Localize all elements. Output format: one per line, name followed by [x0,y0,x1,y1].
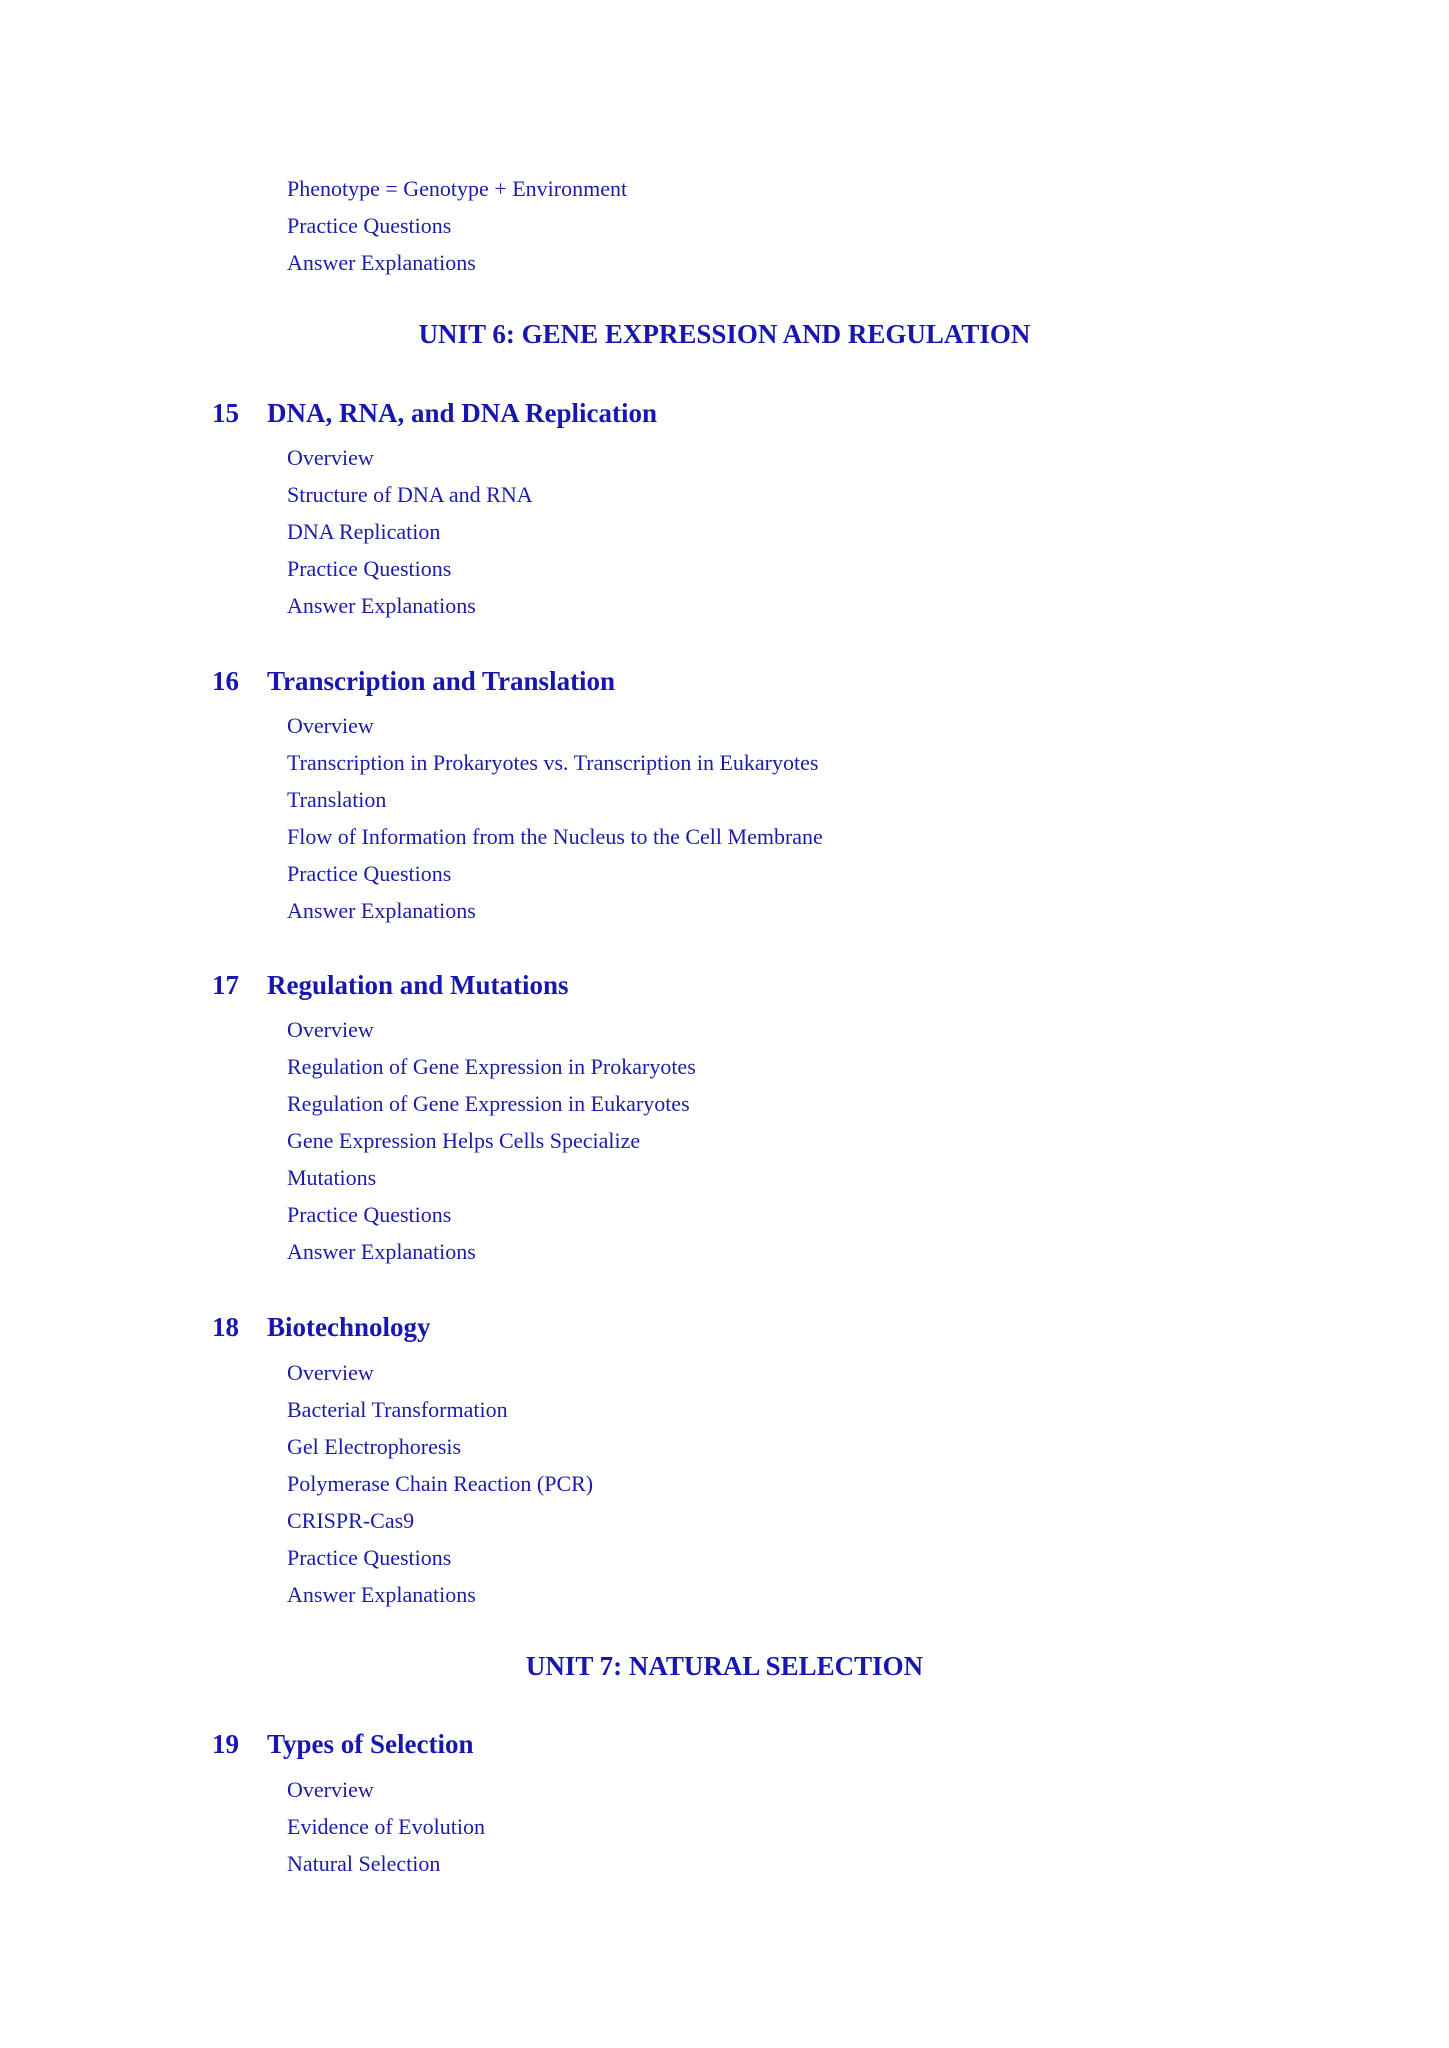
chapter-number: 15 [212,398,239,428]
chapter-number: 18 [212,1312,239,1342]
toc-entry[interactable]: Natural Selection [287,1851,441,1876]
chapter-title: Types of Selection [267,1729,474,1759]
toc-entry[interactable]: Overview [287,713,374,738]
chapter-number: 16 [212,666,239,696]
chapter-heading[interactable] [0,1726,1449,1762]
toc-entry[interactable]: Answer Explanations [287,593,476,618]
chapter-heading[interactable] [0,395,1449,431]
toc-entry[interactable]: Overview [287,445,374,470]
toc-entry[interactable]: Regulation of Gene Expression in Eukaryotes [287,1091,690,1116]
toc-entry[interactable]: Gel Electrophoresis [287,1434,462,1459]
toc-entry[interactable]: Flow of Information from the Nucleus to the Cell Membrane [287,824,823,849]
chapter-title: Transcription and Translation [267,666,616,696]
toc-entry[interactable]: Answer Explanations [287,898,476,923]
toc-entry[interactable]: Evidence of Evolution [287,1814,485,1839]
toc-entry[interactable]: Overview [287,1017,374,1042]
toc-entry[interactable]: Translation [287,787,387,812]
unit-heading: UNIT 7: NATURAL SELECTION [525,1651,924,1681]
chapter-title: Regulation and Mutations [267,970,569,1000]
chapter-heading[interactable] [0,1309,1449,1345]
toc-entry[interactable]: Phenotype = Genotype + Environment [287,176,628,201]
chapter-heading[interactable] [0,967,1449,1003]
toc-entry[interactable]: Practice Questions [287,1202,452,1227]
toc-entry[interactable]: Answer Explanations [287,1239,476,1264]
chapter-number: 19 [212,1729,239,1759]
toc-entry[interactable]: Practice Questions [287,1545,452,1570]
toc-entry[interactable]: CRISPR-Cas9 [287,1508,415,1533]
chapter-heading[interactable] [0,663,1449,699]
toc-entry[interactable]: Practice Questions [287,861,452,886]
toc-entry[interactable]: Gene Expression Helps Cells Specialize [287,1128,641,1153]
toc-entry[interactable]: Overview [287,1777,374,1802]
toc-entry[interactable]: Regulation of Gene Expression in Prokaryotes [287,1054,696,1079]
unit-heading: UNIT 6: GENE EXPRESSION AND REGULATION [418,319,1031,349]
toc-entry[interactable]: DNA Replication [287,519,441,544]
chapter-title: DNA, RNA, and DNA Replication [267,398,658,428]
toc-entry[interactable]: Mutations [287,1165,377,1190]
toc-entry[interactable]: Structure of DNA and RNA [287,482,533,507]
toc-entry[interactable]: Answer Explanations [287,250,476,275]
toc-entry[interactable]: Overview [287,1360,374,1385]
toc-entry[interactable]: Answer Explanations [287,1582,476,1607]
toc-entry[interactable]: Polymerase Chain Reaction (PCR) [287,1471,594,1496]
chapter-number: 17 [212,970,239,1000]
toc-entry[interactable]: Practice Questions [287,213,452,238]
toc-entry[interactable]: Practice Questions [287,556,452,581]
toc-entry[interactable]: Bacterial Transformation [287,1397,508,1422]
chapter-title: Biotechnology [267,1312,431,1342]
toc-entry[interactable]: Transcription in Prokaryotes vs. Transcription in Eukaryotes [287,750,819,775]
